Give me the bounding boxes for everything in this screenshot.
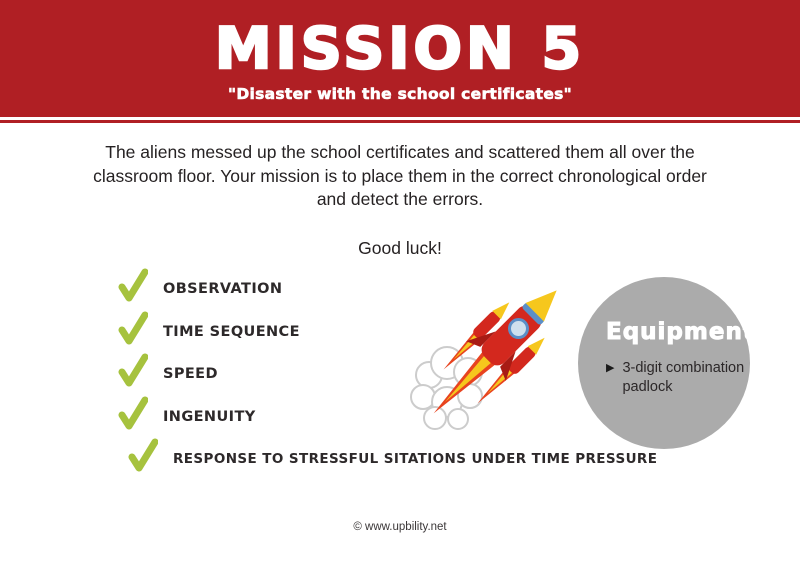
good-luck-text: Good luck! [358,238,442,258]
header-divider [0,120,800,123]
skill-label: RESPONSE TO STRESSFUL SITATIONS UNDER TIME PRESSURE [173,451,658,468]
page-subtitle: "Disaster with the school certificates" [227,85,573,103]
equipment-panel [578,277,755,449]
checkmark-icon [118,353,148,387]
footer-copyright: © www.upbility.net [353,521,447,533]
checkmark-icon [118,268,148,302]
checkmark-icon [128,438,158,472]
list-item [128,438,657,481]
mission-description: The aliens messed up the school certificates and scattered them all over the classroom floor. Your mission is to place them in the correct chronological order and detect the errors. [93,142,707,209]
checkmark-icon [118,311,148,345]
equipment-item [606,359,748,397]
equipment-item-label: 3-digit combination padlock [622,360,745,395]
rocket-icon [402,285,577,440]
equipment-title: Equipment [606,319,755,345]
page-title: MISSION 5 [214,16,586,82]
checkmark-icon [118,396,148,430]
skill-label: SPEED [163,366,218,383]
skill-label: OBSERVATION [163,281,283,298]
header-banner [0,0,800,117]
skill-label: INGENUITY [163,408,256,425]
triangle-right-icon: ▶ [606,362,615,374]
skill-label: TIME SEQUENCE [163,323,300,340]
